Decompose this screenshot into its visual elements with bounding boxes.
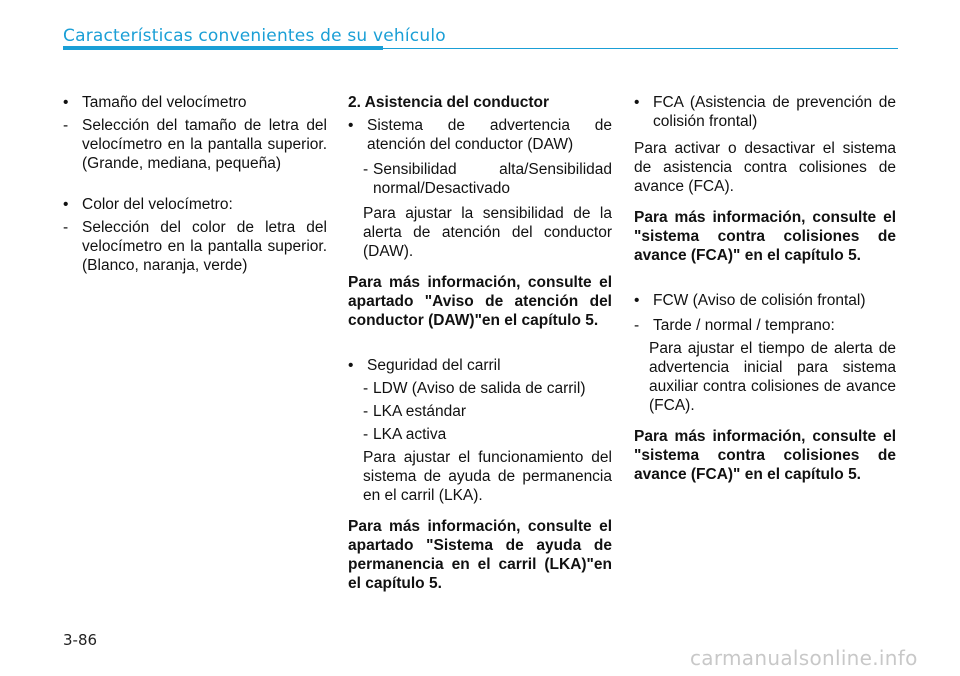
dash-text: Sensibilidad alta/Sensibilidad normal/Desactivado xyxy=(373,161,612,197)
bullet-marker: • xyxy=(634,292,640,309)
dash-item xyxy=(348,402,612,421)
bullet-text: Tamaño del velocímetro xyxy=(82,94,247,111)
watermark-text: carmanualsonline.info xyxy=(690,646,918,670)
bullet-item xyxy=(63,195,327,214)
description-paragraph: Para ajustar el tiempo de alerta de advertencia inicial para sistema auxiliar contra colisiones de avance (FCA). xyxy=(649,340,896,414)
dash-text: Tarde / normal / temprano: xyxy=(653,317,835,334)
bullet-marker: • xyxy=(348,117,354,134)
column-1 xyxy=(63,93,327,275)
dash-text: Selección del tamaño de letra del velocímetro en la pantalla superior. (Grande, mediana, pequeña) xyxy=(82,117,327,172)
header-underline-thick xyxy=(63,46,383,50)
section-header-title: Características convenientes de su vehículo xyxy=(63,26,446,46)
bullet-marker: • xyxy=(634,94,640,111)
bullet-marker: • xyxy=(63,196,69,213)
bullet-item xyxy=(348,356,612,375)
dash-marker: - xyxy=(634,317,640,334)
bullet-text: Color del velocímetro: xyxy=(82,196,233,213)
description-paragraph: Para ajustar la sensibilidad de la alerta de atención del conductor (DAW). xyxy=(363,205,612,260)
reference-note: Para más información, consulte el "sistema contra colisiones de avance (FCA)" en el capítulo 5. xyxy=(634,428,896,483)
description-paragraph: Para activar o desactivar el sistema de asistencia contra colisiones de avance (FCA). xyxy=(634,140,896,195)
dash-marker: - xyxy=(363,161,369,178)
dash-text: LDW (Aviso de salida de carril) xyxy=(373,380,586,397)
dash-text: LKA activa xyxy=(373,426,447,443)
header-underline-thin xyxy=(383,48,898,49)
dash-item xyxy=(348,160,612,198)
dash-item xyxy=(348,379,612,398)
dash-item xyxy=(348,425,612,444)
dash-marker: - xyxy=(63,219,69,236)
page-number: 3-86 xyxy=(63,631,98,649)
reference-note: Para más información, consulte el apartado "Sistema de ayuda de permanencia en el carril (LKA)"en el capítulo 5. xyxy=(348,518,612,592)
dash-marker: - xyxy=(63,117,69,134)
bullet-item xyxy=(348,116,612,154)
reference-note: Para más información, consulte el apartado "Aviso de atención del conductor (DAW)"en el capítulo 5. xyxy=(348,274,612,329)
bullet-text: FCA (Asistencia de prevención de colisión frontal) xyxy=(653,94,896,130)
column-2 xyxy=(348,93,612,593)
bullet-marker: • xyxy=(348,357,354,374)
bullet-item xyxy=(63,93,327,112)
dash-marker: - xyxy=(363,380,369,397)
bullet-text: FCW (Aviso de colisión frontal) xyxy=(653,292,866,309)
bullet-marker: • xyxy=(63,94,69,111)
dash-text: Selección del color de letra del velocímetro en la pantalla superior. (Blanco, naranja, verde) xyxy=(82,219,327,274)
dash-item xyxy=(63,116,327,173)
bullet-text: Sistema de advertencia de atención del conductor (DAW) xyxy=(367,117,612,153)
dash-marker: - xyxy=(363,426,369,443)
dash-item xyxy=(634,316,896,335)
bullet-text: Seguridad del carril xyxy=(367,357,501,374)
column-3 xyxy=(634,93,896,484)
dash-marker: - xyxy=(363,403,369,420)
description-paragraph: Para ajustar el funcionamiento del sistema de ayuda de permanencia en el carril (LKA). xyxy=(363,449,612,504)
section-heading: 2. Asistencia del conductor xyxy=(348,94,549,111)
dash-text: LKA estándar xyxy=(373,403,467,420)
reference-note: Para más información, consulte el "sistema contra colisiones de avance (FCA)" en el capítulo 5. xyxy=(634,209,896,264)
bullet-item xyxy=(634,93,896,131)
dash-item xyxy=(63,218,327,275)
bullet-item xyxy=(634,291,896,310)
